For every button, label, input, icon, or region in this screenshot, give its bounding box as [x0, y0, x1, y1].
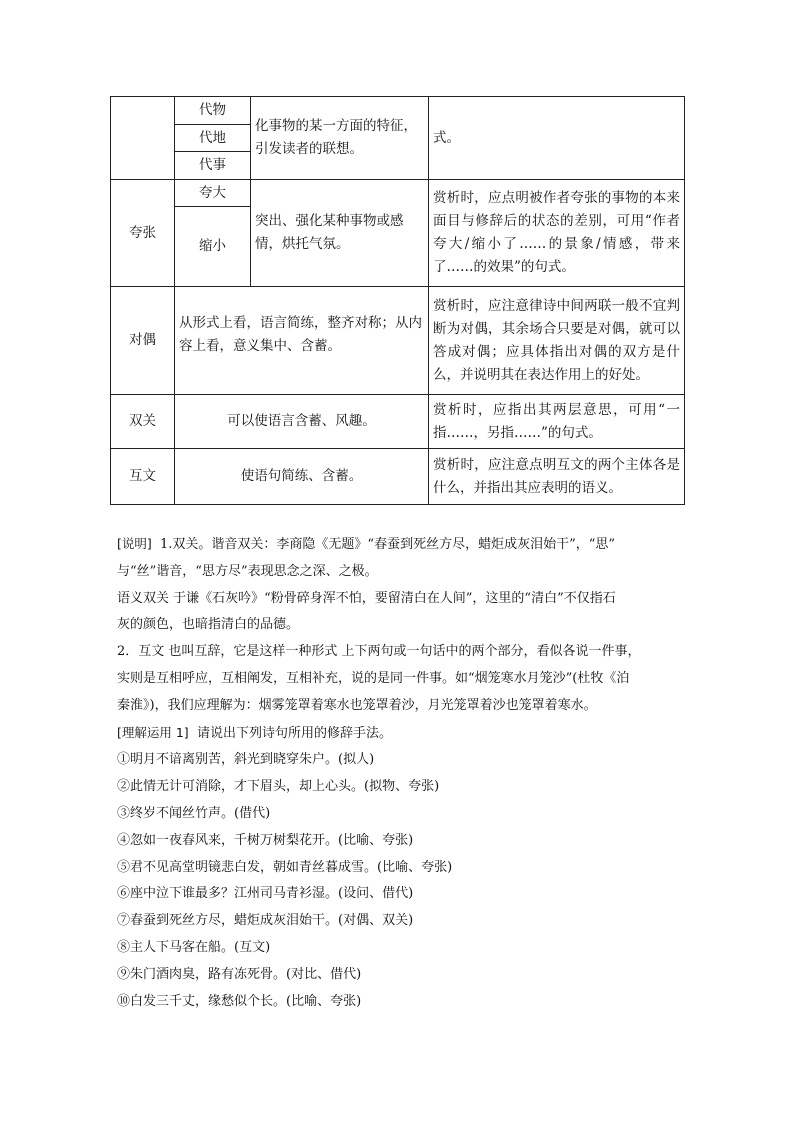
list-item: ⑧主人下马客在船。(互文)	[117, 939, 271, 955]
table-row	[111, 287, 685, 395]
cell-effect: 使语句简练、含蓄。	[175, 449, 429, 505]
table-row	[111, 97, 685, 125]
notes-section	[117, 531, 687, 1015]
list-item: ②此情无计可消除，才下眉头，却上心头。(拟物、夸张)	[117, 779, 440, 795]
cell-category-empty	[111, 97, 175, 180]
cell-appreciation-tip: 赏析时，应点明被作者夸张的事物的本来面目与修辞后的状态的差别，可用“作者夸大/缩小了……的景象/情感，带来了……的效果”的句式。	[429, 180, 685, 287]
table-row	[111, 395, 685, 449]
cell-effect: 突出、强化某种事物或感情，烘托气氛。	[251, 180, 429, 287]
note-line: 语义双关 于谦《石灰吟》“粉骨碎身浑不怕，要留清白在人间”，这里的“清白”不仅指石	[117, 590, 616, 606]
cell-subtype: 缩小	[175, 207, 251, 287]
list-item: ①明月不谙离别苦，斜光到晓穿朱户。(拟人)	[117, 752, 375, 768]
cell-effect: 化事物的某一方面的特征，引发读者的联想。	[251, 97, 429, 180]
practice-heading	[117, 720, 687, 748]
practice-prompt: 请说出下列诗句所用的修辞手法。	[196, 725, 392, 741]
note-line: 秦淮》)，我们应理解为：烟雾笼罩着寒水也笼罩着沙，月光笼罩着沙也笼罩着寒水。	[117, 697, 597, 713]
note-text: 1.双关。谐音双关：李商隐《无题》“春蚕到死丝方尽，蜡炬成灰泪始干”，“思”	[160, 537, 616, 552]
note-tag: [说明]	[117, 536, 152, 551]
list-item: ⑥座中泣下谁最多？江州司马青衫湿。(设问、借代)	[117, 886, 414, 902]
note-line: 实则是互相呼应，互相阐发，互相补充，说的是同一件事。如“烟笼寒水月笼沙”(杜牧《泊	[117, 670, 630, 686]
cell-subtype: 代地	[175, 125, 251, 152]
cell-appreciation-tip: 赏析时，应注意点明互文的两个主体各是什么，并指出其应表明的语义。	[429, 449, 685, 505]
cell-subtype: 代事	[175, 152, 251, 180]
cell-appreciation-tip: 赏析时，应注意律诗中间两联一般不宜判断为对偶，其余场合只要是对偶，就可以答成对偶；应具体指出对偶的双方是什么，并说明其在表达作用上的好处。	[429, 287, 685, 395]
cell-category: 双关	[111, 395, 175, 449]
note-line: 2．互文 也叫互辞，它是这样一种形式 上下两句或一句话中的两个部分，看似各说一件事，	[117, 644, 641, 660]
cell-subtype: 夸大	[175, 180, 251, 207]
table-row	[111, 180, 685, 207]
cell-category: 夸张	[111, 180, 175, 287]
note-line	[117, 531, 687, 559]
cell-appreciation-tip: 式。	[429, 97, 685, 180]
cell-subtype: 代物	[175, 97, 251, 125]
practice-tag: [理解运用 1]	[117, 724, 189, 740]
list-item: ⑤君不见高堂明镜悲白发，朝如青丝暮成雪。(比喻、夸张)	[117, 859, 453, 875]
list-item: ③终岁不闻丝竹声。(借代)	[117, 805, 271, 821]
list-item: ⑨朱门酒肉臭，路有冻死骨。(对比、借代)	[117, 966, 362, 982]
list-item: ④忽如一夜春风来，千树万树梨花开。(比喻、夸张)	[117, 832, 414, 848]
cell-appreciation-tip: 赏析时，应指出其两层意思，可用“一指……，另指……”的句式。	[429, 395, 685, 449]
table-row	[111, 449, 685, 505]
cell-effect: 可以使语言含蓄、风趣。	[175, 395, 429, 449]
cell-category: 对偶	[111, 287, 175, 395]
list-item: ⑩白发三千丈，缘愁似个长。(比喻、夸张)	[117, 993, 362, 1009]
list-item: ⑦春蚕到死丝方尽，蜡炬成灰泪始干。(对偶、双关)	[117, 913, 414, 929]
note-line: 与“丝”谐音，“思方尽”表现思念之深、之极。	[117, 563, 378, 579]
note-line: 灰的颜色，也暗指清白的品德。	[117, 617, 300, 633]
cell-category: 互文	[111, 449, 175, 505]
rhetoric-table	[110, 96, 685, 505]
cell-effect: 从形式上看，语言简练，整齐对称；从内容上看，意义集中、含蓄。	[175, 287, 429, 395]
